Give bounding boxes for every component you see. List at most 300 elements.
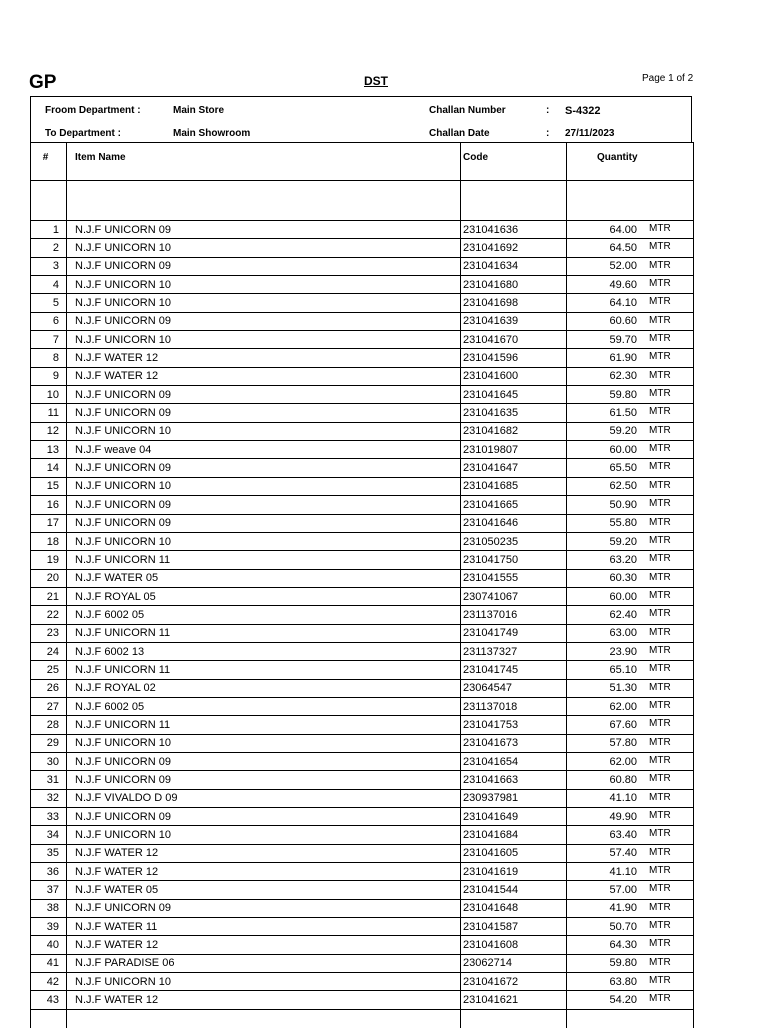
item-quantity-cell: [567, 422, 694, 440]
row-number: 13: [31, 441, 67, 459]
challan-number-colon: :: [546, 105, 550, 116]
item-code: 231041639: [461, 312, 567, 330]
item-unit: MTR: [649, 699, 671, 711]
item-quantity: 67.60: [609, 718, 637, 731]
item-code: 231041698: [461, 294, 567, 312]
item-unit: MTR: [649, 223, 671, 234]
row-number: 10: [31, 386, 67, 404]
challan-header-box: [30, 96, 692, 143]
item-name: N.J.F UNICORN 09: [67, 771, 461, 789]
row-number: 33: [31, 808, 67, 826]
item-quantity: 61.90: [609, 352, 637, 365]
continuation-cell: [31, 1009, 67, 1027]
item-code: 231041685: [461, 477, 567, 495]
item-quantity-cell: [567, 312, 694, 330]
row-number: 9: [31, 367, 67, 385]
item-quantity-cell: [567, 844, 694, 862]
item-name: N.J.F UNICORN 10: [67, 973, 461, 991]
spacer-cell: [461, 181, 567, 221]
row-number: 2: [31, 239, 67, 257]
item-name: N.J.F UNICORN 10: [67, 294, 461, 312]
item-unit: MTR: [649, 259, 671, 271]
item-code: 231041673: [461, 734, 567, 752]
item-code: 231137018: [461, 697, 567, 715]
item-name: N.J.F WATER 12: [67, 367, 461, 385]
item-name: N.J.F WATER 05: [67, 569, 461, 587]
item-code: 231041646: [461, 514, 567, 532]
page-info: Page 1 of 2: [642, 73, 694, 84]
column-header-number: #: [31, 143, 67, 181]
item-code: 230741067: [461, 587, 567, 605]
table-row: [31, 386, 694, 404]
item-quantity: 63.40: [609, 829, 637, 842]
item-quantity: 57.40: [609, 847, 637, 860]
item-unit: MTR: [649, 553, 671, 565]
table-row: [31, 606, 694, 624]
item-quantity-cell: [567, 642, 694, 660]
item-name: N.J.F VIVALDO D 09: [67, 789, 461, 807]
item-name: N.J.F 6002 13: [67, 642, 461, 660]
item-quantity-cell: [567, 496, 694, 514]
item-quantity-cell: [567, 367, 694, 385]
item-quantity-cell: [567, 808, 694, 826]
table-row: [31, 697, 694, 715]
table-row: [31, 532, 694, 550]
item-unit: MTR: [649, 388, 671, 400]
item-quantity-cell: [567, 991, 694, 1009]
item-code: 231041605: [461, 844, 567, 862]
row-number: 43: [31, 991, 67, 1009]
item-code: 230937981: [461, 789, 567, 807]
table-row: [31, 881, 694, 899]
item-code: 231041555: [461, 569, 567, 587]
item-name: N.J.F UNICORN 09: [67, 459, 461, 477]
item-quantity-cell: [567, 441, 694, 459]
item-quantity-cell: [567, 459, 694, 477]
table-row: [31, 551, 694, 569]
to-department-value: Main Showroom: [173, 128, 251, 139]
item-unit: MTR: [649, 901, 671, 913]
item-quantity-cell: [567, 826, 694, 844]
item-name: N.J.F UNICORN 09: [67, 221, 461, 239]
item-quantity: 64.50: [609, 242, 637, 255]
item-unit: MTR: [649, 296, 671, 308]
item-quantity-cell: [567, 239, 694, 257]
row-number: 16: [31, 496, 67, 514]
item-name: N.J.F UNICORN 11: [67, 661, 461, 679]
item-code: 231041750: [461, 551, 567, 569]
item-quantity: 60.60: [609, 315, 637, 328]
row-number: 38: [31, 899, 67, 917]
item-quantity-cell: [567, 918, 694, 936]
item-code: 231019807: [461, 441, 567, 459]
item-code: 231041647: [461, 459, 567, 477]
table-row: [31, 624, 694, 642]
item-code: 231041680: [461, 276, 567, 294]
item-name: N.J.F UNICORN 10: [67, 422, 461, 440]
item-quantity-cell: [567, 276, 694, 294]
row-number: 24: [31, 642, 67, 660]
item-code: 231137327: [461, 642, 567, 660]
item-quantity-cell: [567, 532, 694, 550]
item-name: N.J.F WATER 11: [67, 918, 461, 936]
item-quantity: 49.60: [609, 278, 637, 291]
item-quantity-cell: [567, 936, 694, 954]
table-row: [31, 936, 694, 954]
row-number: 23: [31, 624, 67, 642]
item-quantity: 59.70: [609, 333, 637, 346]
item-name: N.J.F ROYAL 05: [67, 587, 461, 605]
table-row: [31, 257, 694, 275]
item-quantity-cell: [567, 514, 694, 532]
row-number: 26: [31, 679, 67, 697]
item-quantity-cell: [567, 331, 694, 349]
item-quantity-cell: [567, 954, 694, 972]
row-number: 41: [31, 954, 67, 972]
item-code: 231137016: [461, 606, 567, 624]
item-name: N.J.F 6002 05: [67, 606, 461, 624]
item-unit: MTR: [649, 443, 671, 455]
from-department-value: Main Store: [173, 105, 225, 116]
item-quantity: 62.40: [609, 608, 637, 621]
item-quantity-cell: [567, 661, 694, 679]
item-unit: MTR: [649, 461, 671, 473]
item-code: 231041636: [461, 221, 567, 239]
item-unit: MTR: [649, 938, 671, 950]
item-unit: MTR: [649, 828, 671, 840]
spacer-cell: [31, 181, 67, 221]
from-department-label: Froom Department :: [45, 105, 141, 116]
item-quantity: 60.80: [609, 773, 637, 786]
item-quantity: 59.80: [609, 957, 637, 970]
item-name: N.J.F UNICORN 09: [67, 752, 461, 770]
item-code: 231041745: [461, 661, 567, 679]
item-name: N.J.F UNICORN 09: [67, 386, 461, 404]
item-quantity: 62.50: [609, 480, 637, 493]
item-unit: MTR: [649, 773, 671, 785]
table-row: [31, 514, 694, 532]
continuation-cell: [461, 1009, 567, 1027]
item-code: 231041619: [461, 863, 567, 881]
row-number: 7: [31, 331, 67, 349]
item-code: 231041663: [461, 771, 567, 789]
item-unit: MTR: [649, 479, 671, 491]
row-number: 17: [31, 514, 67, 532]
item-unit: MTR: [649, 883, 671, 895]
row-number: 42: [31, 973, 67, 991]
row-number: 27: [31, 697, 67, 715]
item-unit: MTR: [649, 846, 671, 858]
item-quantity-cell: [567, 477, 694, 495]
item-code: 231041684: [461, 826, 567, 844]
item-quantity-cell: [567, 386, 694, 404]
item-quantity-cell: [567, 569, 694, 587]
item-name: N.J.F UNICORN 10: [67, 532, 461, 550]
item-quantity: 60.30: [609, 572, 637, 585]
item-code: 231041665: [461, 496, 567, 514]
item-quantity-cell: [567, 257, 694, 275]
table-row: [31, 422, 694, 440]
challan-number-label: Challan Number: [429, 105, 506, 116]
item-name: N.J.F UNICORN 10: [67, 276, 461, 294]
table-row: [31, 569, 694, 587]
item-unit: MTR: [649, 571, 671, 583]
item-quantity: 60.00: [609, 443, 637, 456]
item-name: N.J.F UNICORN 10: [67, 477, 461, 495]
item-quantity: 57.00: [609, 884, 637, 897]
item-code: 231041692: [461, 239, 567, 257]
item-name: N.J.F UNICORN 10: [67, 826, 461, 844]
column-header-quantity: Quantity: [567, 143, 694, 181]
item-quantity: 59.20: [609, 425, 637, 438]
item-quantity: 41.10: [609, 865, 637, 878]
item-unit: MTR: [649, 736, 671, 748]
row-number: 39: [31, 918, 67, 936]
item-code: 231050235: [461, 532, 567, 550]
item-unit: MTR: [649, 278, 671, 290]
item-code: 231041682: [461, 422, 567, 440]
table-row: [31, 954, 694, 972]
item-quantity-cell: [567, 349, 694, 367]
table-row: [31, 844, 694, 862]
table-row: [31, 973, 694, 991]
challan-date-label: Challan Date: [429, 128, 490, 139]
item-quantity: 65.50: [609, 462, 637, 475]
item-quantity: 62.00: [609, 700, 637, 713]
item-name: N.J.F UNICORN 09: [67, 404, 461, 422]
item-quantity: 52.00: [609, 260, 637, 273]
table-row: [31, 661, 694, 679]
item-code: 231041672: [461, 973, 567, 991]
table-row: [31, 808, 694, 826]
item-name: N.J.F PARADISE 06: [67, 954, 461, 972]
row-number: 22: [31, 606, 67, 624]
item-name: N.J.F WATER 05: [67, 881, 461, 899]
row-number: 12: [31, 422, 67, 440]
table-row: [31, 312, 694, 330]
table-row: [31, 221, 694, 239]
table-row: [31, 918, 694, 936]
table-row: [31, 587, 694, 605]
row-number: 31: [31, 771, 67, 789]
item-quantity-cell: [567, 734, 694, 752]
item-quantity: 51.30: [609, 682, 637, 695]
row-number: 36: [31, 863, 67, 881]
item-quantity: 64.10: [609, 297, 637, 310]
table-header-row: [31, 143, 694, 181]
item-unit: MTR: [649, 534, 671, 546]
spacer-cell: [67, 181, 461, 221]
item-unit: MTR: [649, 644, 671, 656]
item-quantity: 64.00: [609, 223, 637, 236]
table-spacer-row: [31, 181, 694, 221]
row-number: 18: [31, 532, 67, 550]
item-quantity-cell: [567, 973, 694, 991]
item-quantity-cell: [567, 606, 694, 624]
row-number: 19: [31, 551, 67, 569]
item-code: 231041645: [461, 386, 567, 404]
item-name: N.J.F UNICORN 10: [67, 331, 461, 349]
item-unit: MTR: [649, 754, 671, 766]
row-number: 8: [31, 349, 67, 367]
row-number: 20: [31, 569, 67, 587]
table-row: [31, 863, 694, 881]
item-code: 231041544: [461, 881, 567, 899]
item-name: N.J.F UNICORN 11: [67, 624, 461, 642]
item-quantity-cell: [567, 679, 694, 697]
item-unit: MTR: [649, 718, 671, 730]
item-quantity: 49.90: [609, 810, 637, 823]
item-quantity-cell: [567, 587, 694, 605]
item-quantity-cell: [567, 881, 694, 899]
item-unit: MTR: [649, 498, 671, 510]
item-unit: MTR: [649, 956, 671, 968]
item-name: N.J.F UNICORN 10: [67, 734, 461, 752]
item-quantity: 65.10: [609, 663, 637, 676]
item-quantity: 41.10: [609, 792, 637, 805]
row-number: 32: [31, 789, 67, 807]
table-row: [31, 899, 694, 917]
item-unit: MTR: [649, 333, 671, 345]
table-row: [31, 826, 694, 844]
item-quantity-cell: [567, 404, 694, 422]
column-header-code: Code: [461, 143, 567, 181]
item-name: N.J.F WATER 12: [67, 936, 461, 954]
item-quantity: 54.20: [609, 994, 637, 1007]
table-continuation-row: [31, 1009, 694, 1027]
item-quantity: 61.50: [609, 407, 637, 420]
to-department-label: To Department :: [45, 128, 121, 139]
table-row: [31, 679, 694, 697]
item-quantity: 62.00: [609, 755, 637, 768]
item-unit: MTR: [649, 993, 671, 1005]
item-name: N.J.F WATER 12: [67, 349, 461, 367]
item-unit: MTR: [649, 351, 671, 363]
item-code: 231041649: [461, 808, 567, 826]
item-unit: MTR: [649, 810, 671, 821]
item-quantity-cell: [567, 221, 694, 239]
row-number: 37: [31, 881, 67, 899]
table-row: [31, 771, 694, 789]
row-number: 25: [31, 661, 67, 679]
row-number: 15: [31, 477, 67, 495]
item-code: 231041648: [461, 899, 567, 917]
table-row: [31, 331, 694, 349]
table-row: [31, 642, 694, 660]
item-quantity: 50.70: [609, 920, 637, 933]
item-name: N.J.F weave 04: [67, 441, 461, 459]
item-quantity-cell: [567, 789, 694, 807]
table-row: [31, 367, 694, 385]
item-unit: MTR: [649, 975, 671, 987]
item-quantity: 63.80: [609, 975, 637, 988]
item-quantity: 64.30: [609, 939, 637, 952]
table-row: [31, 991, 694, 1009]
table-row: [31, 496, 694, 514]
row-number: 6: [31, 312, 67, 330]
challan-date-value: 27/11/2023: [565, 128, 615, 139]
column-header-item-name: Item Name: [67, 143, 461, 181]
item-quantity-cell: [567, 294, 694, 312]
item-quantity: 41.90: [609, 902, 637, 915]
item-quantity: 59.20: [609, 535, 637, 548]
table-row: [31, 477, 694, 495]
document-type: DST: [364, 74, 388, 88]
row-number: 30: [31, 752, 67, 770]
item-code: 231041635: [461, 404, 567, 422]
item-unit: MTR: [649, 791, 671, 803]
row-number: 5: [31, 294, 67, 312]
item-code: 23064547: [461, 679, 567, 697]
item-name: N.J.F WATER 12: [67, 991, 461, 1009]
row-number: 29: [31, 734, 67, 752]
table-row: [31, 239, 694, 257]
item-quantity-cell: [567, 752, 694, 770]
item-quantity: 59.80: [609, 388, 637, 401]
item-name: N.J.F WATER 12: [67, 844, 461, 862]
challan-date-colon: :: [546, 128, 550, 139]
item-name: N.J.F UNICORN 10: [67, 239, 461, 257]
item-unit: MTR: [649, 516, 671, 528]
table-row: [31, 404, 694, 422]
items-table-body: [31, 181, 694, 1028]
item-quantity: 50.90: [609, 498, 637, 511]
table-row: [31, 789, 694, 807]
item-quantity-cell: [567, 863, 694, 881]
item-unit: MTR: [649, 314, 671, 326]
item-code: 23062714: [461, 954, 567, 972]
row-number: 4: [31, 276, 67, 294]
item-quantity-cell: [567, 771, 694, 789]
item-name: N.J.F UNICORN 09: [67, 899, 461, 917]
row-number: 21: [31, 587, 67, 605]
item-name: N.J.F ROYAL 02: [67, 679, 461, 697]
item-name: N.J.F WATER 12: [67, 863, 461, 881]
table-row: [31, 294, 694, 312]
gp-label: GP: [29, 72, 57, 93]
table-row: [31, 716, 694, 734]
items-table: [30, 142, 694, 1028]
item-code: 231041654: [461, 752, 567, 770]
continuation-cell: [567, 1009, 694, 1027]
item-code: 231041600: [461, 367, 567, 385]
item-unit: MTR: [649, 589, 671, 601]
item-quantity-cell: [567, 899, 694, 917]
item-code: 231041587: [461, 918, 567, 936]
item-quantity-cell: [567, 697, 694, 715]
item-quantity: 63.20: [609, 553, 637, 566]
row-number: 35: [31, 844, 67, 862]
row-number: 14: [31, 459, 67, 477]
item-code: 231041753: [461, 716, 567, 734]
item-unit: MTR: [649, 608, 671, 620]
item-name: N.J.F UNICORN 11: [67, 716, 461, 734]
item-unit: MTR: [649, 681, 671, 693]
item-code: 231041634: [461, 257, 567, 275]
item-quantity: 60.00: [609, 590, 637, 603]
challan-number-value: S-4322: [565, 105, 601, 117]
item-name: N.J.F 6002 05: [67, 697, 461, 715]
table-row: [31, 276, 694, 294]
item-unit: MTR: [649, 406, 671, 418]
table-row: [31, 441, 694, 459]
item-quantity-cell: [567, 551, 694, 569]
row-number: 40: [31, 936, 67, 954]
item-quantity: 23.90: [609, 645, 637, 658]
row-number: 34: [31, 826, 67, 844]
table-row: [31, 349, 694, 367]
item-name: N.J.F UNICORN 09: [67, 808, 461, 826]
